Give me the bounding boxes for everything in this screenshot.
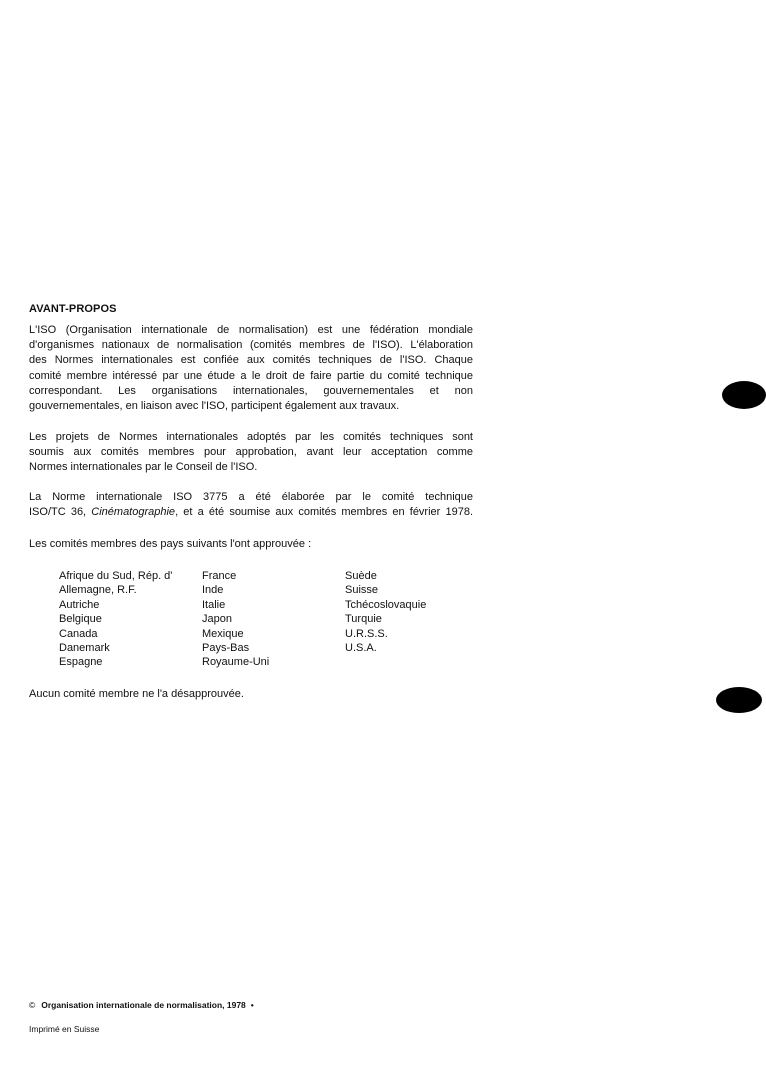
country-item: Japon (202, 613, 232, 626)
country-item: Afrique du Sud, Rép. d' (59, 570, 173, 582)
country-item: Pays-Bas (202, 641, 250, 654)
country-item: Autriche (59, 598, 100, 611)
country-item: Inde (202, 584, 224, 597)
country-column-3 (345, 569, 426, 655)
country-column-2 (202, 569, 269, 670)
country-item: Italie (202, 598, 226, 611)
country-item: Suisse (345, 584, 379, 597)
country-item: U.S.A. (345, 641, 377, 654)
paragraph-line: comité membre intéressé par une étude a le droit de faire partie du comité technique (29, 369, 473, 382)
country-item: Mexique (202, 627, 244, 640)
printed-in-notice: Imprimé en Suisse (29, 1024, 100, 1034)
country-item: Canada (59, 627, 98, 640)
paragraph-line: d'organismes nationaux de normalisation (comités membres de l'ISO). L'élaboration (29, 339, 473, 352)
paragraph-line: Normes internationales par le Conseil de l'ISO. (29, 461, 258, 474)
foreword-paragraph-3 (29, 490, 473, 520)
country-item: Espagne (59, 656, 103, 669)
country-item: France (202, 570, 237, 582)
paragraph-line: soumis aux comités membres pour approbation, avant leur acceptation comme (29, 446, 473, 459)
country-column-1 (59, 569, 172, 670)
punch-hole-mark-top (722, 381, 766, 409)
country-item: Suède (345, 570, 377, 582)
foreword-paragraph-1 (29, 323, 473, 414)
paragraph-line: La Norme internationale ISO 3775 a été élaborée par le comité technique (29, 491, 473, 503)
paragraph-line: des Normes internationales est confiée aux comités techniques de l'ISO. Chaque (29, 354, 473, 367)
paragraph-line: gouvernementales, en liaison avec l'ISO, participent également aux travaux. (29, 400, 400, 413)
country-item: Allemagne, R.F. (59, 584, 137, 597)
paragraph-line (29, 505, 473, 520)
country-item: Tchécoslovaquie (345, 598, 427, 611)
paragraph-line: Les projets de Normes internationales adoptés par les comités techniques sont (29, 431, 473, 443)
page-heading: AVANT-PROPOS (29, 303, 117, 315)
country-item: Belgique (59, 613, 102, 626)
paragraph-line: L'ISO (Organisation internationale de normalisation) est une fédération mondiale (29, 324, 473, 336)
copyright-symbol: © (29, 1000, 36, 1010)
approval-intro: Les comités membres des pays suivants l'ont approuvée : (29, 538, 312, 550)
punch-hole-mark-bottom (716, 687, 762, 713)
country-item: Danemark (59, 641, 110, 654)
paragraph-line: correspondant. Les organisations internationales, gouvernementales et non (29, 384, 473, 397)
disapproval-statement: Aucun comité membre ne l'a désapprouvée. (29, 688, 244, 700)
foreword-paragraph-2 (29, 430, 473, 476)
paragraph-text: ISO/TC 36, (29, 506, 92, 519)
bullet-icon: • (250, 1000, 254, 1010)
copyright-text: Organisation internationale de normalisation, 1978 (41, 1000, 246, 1010)
paragraph-text: , et a été soumise aux comités membres en février 1978. (175, 506, 473, 519)
committee-title: Cinématographie (91, 506, 176, 519)
country-item: Royaume-Uni (202, 656, 270, 669)
country-item: U.R.S.S. (345, 627, 388, 640)
country-item: Turquie (345, 613, 382, 626)
copyright-notice (29, 1000, 254, 1010)
